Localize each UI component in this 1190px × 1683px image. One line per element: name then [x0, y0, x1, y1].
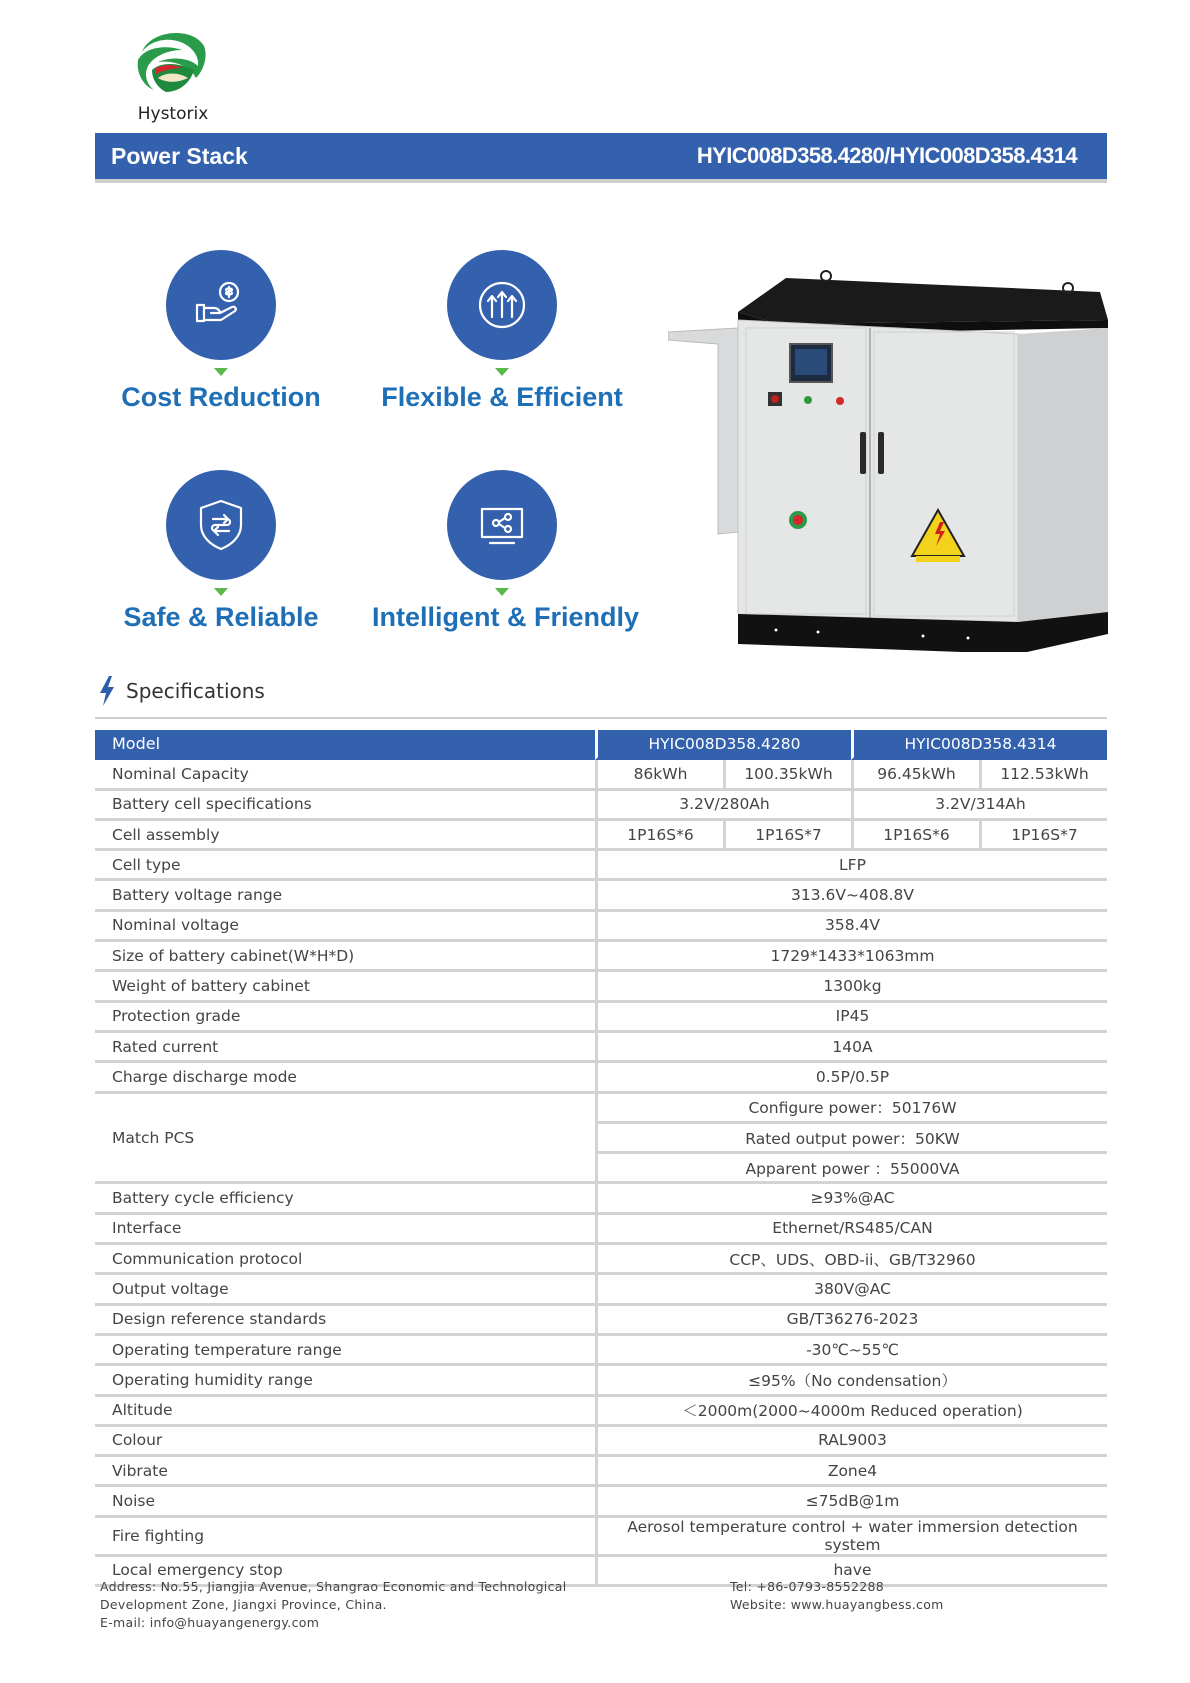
email: E-mail: info@huayangenergy.com [100, 1615, 320, 1630]
header-model-b: HYIC008D358.4314 [851, 730, 1107, 760]
cell-value: 112.53kWh [979, 760, 1107, 790]
cell-value: 1P16S*7 [979, 821, 1107, 851]
feature-circle [166, 470, 276, 580]
cell-value: 100.35kWh [723, 760, 851, 790]
table-row [95, 791, 1107, 821]
product-image [668, 262, 1108, 657]
cell-value: ≤95%（No condensation） [595, 1366, 1107, 1396]
battery-cabinet-illustration [668, 262, 1108, 652]
table-row [95, 760, 1107, 790]
row-label: Nominal voltage [95, 912, 595, 942]
address-line-1: Address: No.55, Jiangjia Avenue, Shangrao Economic and Technological [100, 1579, 567, 1594]
table-row [95, 1063, 1107, 1093]
row-label: Output voltage [95, 1275, 595, 1305]
cell-value: 3.2V/280Ah [595, 791, 851, 821]
cell-value: ≥93%@AC [595, 1184, 1107, 1214]
table-row [95, 1487, 1107, 1517]
table-row [95, 881, 1107, 911]
shield-icon [191, 495, 251, 555]
row-label: Vibrate [95, 1457, 595, 1487]
pointer-triangle [495, 368, 509, 376]
cell-value: 1P16S*6 [851, 821, 979, 851]
table-row [95, 821, 1107, 851]
cell-value: ≤75dB@1m [595, 1487, 1107, 1517]
title-bar [95, 133, 1107, 183]
table-row [95, 1366, 1107, 1396]
row-label: Communication protocol [95, 1245, 595, 1275]
table-header-row [95, 730, 1107, 760]
feature-intelligent-friendly [372, 470, 640, 633]
feature-label: Intelligent & Friendly [372, 602, 640, 632]
monitor-share-icon [472, 495, 532, 555]
table-row [95, 1427, 1107, 1457]
header-model-a: HYIC008D358.4280 [595, 730, 851, 760]
lightning-bolt-icon [98, 676, 116, 706]
row-label: Local emergency stop [95, 1557, 595, 1587]
feature-label: Flexible & Efficient [381, 382, 623, 412]
table-row [95, 972, 1107, 1002]
cell-value: 0.5P/0.5P [595, 1063, 1107, 1093]
row-label: Size of battery cabinet(W*H*D) [95, 942, 595, 972]
cell-value: RAL9003 [595, 1427, 1107, 1457]
cell-value: GB/T36276-2023 [595, 1306, 1107, 1336]
feature-circle [447, 250, 557, 360]
feature-label: Safe & Reliable [123, 602, 319, 632]
row-label: Colour [95, 1427, 595, 1457]
feature-safe-reliable [91, 470, 351, 633]
row-label: Operating humidity range [95, 1366, 595, 1396]
cell-value: have [595, 1557, 1107, 1587]
arrows-up-icon [472, 275, 532, 335]
table-row [95, 1215, 1107, 1245]
row-label: Match PCS [95, 1094, 595, 1185]
footer-address [100, 1578, 566, 1632]
row-label: Battery cycle efficiency [95, 1184, 595, 1214]
cell-value: CCP、UDS、OBD-ii、GB/T32960 [595, 1245, 1107, 1275]
cell-value: 1729*1433*1063mm [595, 942, 1107, 972]
row-label: Design reference standards [95, 1306, 595, 1336]
table-row [95, 1336, 1107, 1366]
cell-value: 1P16S*7 [723, 821, 851, 851]
brand-name: Hystorix [137, 104, 209, 124]
table-row [95, 942, 1107, 972]
header-model: Model [95, 730, 595, 760]
brand-logo [128, 26, 218, 124]
hystorix-logo-icon [134, 26, 212, 102]
row-label: Noise [95, 1487, 595, 1517]
row-label: Altitude [95, 1397, 595, 1427]
cell-value: Rated output power：50KW [595, 1124, 1107, 1154]
row-label: Nominal Capacity [95, 760, 595, 790]
cell-value: 313.6V~408.8V [595, 881, 1107, 911]
feature-label: Cost Reduction [121, 382, 321, 412]
cell-value: Aerosol temperature control + water immersion detection system [595, 1518, 1107, 1557]
table-row [95, 1306, 1107, 1336]
telephone: Tel: +86-0793-8552288 [730, 1579, 885, 1594]
table-row [95, 1275, 1107, 1305]
hand-coin-icon [191, 275, 251, 335]
row-label: Protection grade [95, 1003, 595, 1033]
table-row [95, 851, 1107, 881]
table-row [95, 912, 1107, 942]
cell-value: 1300kg [595, 972, 1107, 1002]
row-label: Weight of battery cabinet [95, 972, 595, 1002]
cell-value: LFP [595, 851, 1107, 881]
table-row [95, 1397, 1107, 1427]
table-row [95, 1003, 1107, 1033]
feature-circle [166, 250, 276, 360]
cell-value: Zone4 [595, 1457, 1107, 1487]
cell-value: Apparent power ：55000VA [595, 1154, 1107, 1184]
cell-value: -30℃~55℃ [595, 1336, 1107, 1366]
table-row [95, 1184, 1107, 1214]
cell-value: IP45 [595, 1003, 1107, 1033]
website: Website: www.huayangbess.com [730, 1597, 944, 1612]
feature-cost-reduction [91, 250, 351, 413]
pointer-triangle [214, 588, 228, 596]
row-label: Battery voltage range [95, 881, 595, 911]
spec-table [95, 730, 1107, 1587]
table-row [95, 1033, 1107, 1063]
cell-value: 86kWh [595, 760, 723, 790]
row-label: Interface [95, 1215, 595, 1245]
address-line-2: Development Zone, Jiangxi Province, China. [100, 1597, 387, 1612]
footer-contact [730, 1578, 944, 1614]
cell-value: 358.4V [595, 912, 1107, 942]
cell-value: 380V@AC [595, 1275, 1107, 1305]
row-label: Cell assembly [95, 821, 595, 851]
feature-flexible-efficient [372, 250, 632, 413]
table-row [95, 1245, 1107, 1275]
specifications-heading [98, 676, 265, 706]
specifications-title: Specifications [126, 679, 265, 703]
cell-value: Configure power：50176W [595, 1094, 1107, 1124]
row-label: Cell type [95, 851, 595, 881]
table-row [95, 1518, 1107, 1557]
table-row [95, 1457, 1107, 1487]
cell-value: 140A [595, 1033, 1107, 1063]
row-label: Rated current [95, 1033, 595, 1063]
table-row [95, 1094, 1107, 1124]
pointer-triangle [214, 368, 228, 376]
row-label: Fire fighting [95, 1518, 595, 1557]
cell-value: ＜2000m(2000~4000m Reduced operation) [595, 1397, 1107, 1427]
feature-circle [447, 470, 557, 580]
page-title: Power Stack [111, 143, 248, 169]
divider [95, 717, 1107, 719]
cell-value: 96.45kWh [851, 760, 979, 790]
row-label: Operating temperature range [95, 1336, 595, 1366]
row-label: Battery cell specifications [95, 791, 595, 821]
row-label: Charge discharge mode [95, 1063, 595, 1093]
model-title: HYIC008D358.4280/HYIC008D358.4314 [696, 143, 1077, 168]
cell-value: 1P16S*6 [595, 821, 723, 851]
pointer-triangle [495, 588, 509, 596]
cell-value: Ethernet/RS485/CAN [595, 1215, 1107, 1245]
cell-value: 3.2V/314Ah [851, 791, 1107, 821]
